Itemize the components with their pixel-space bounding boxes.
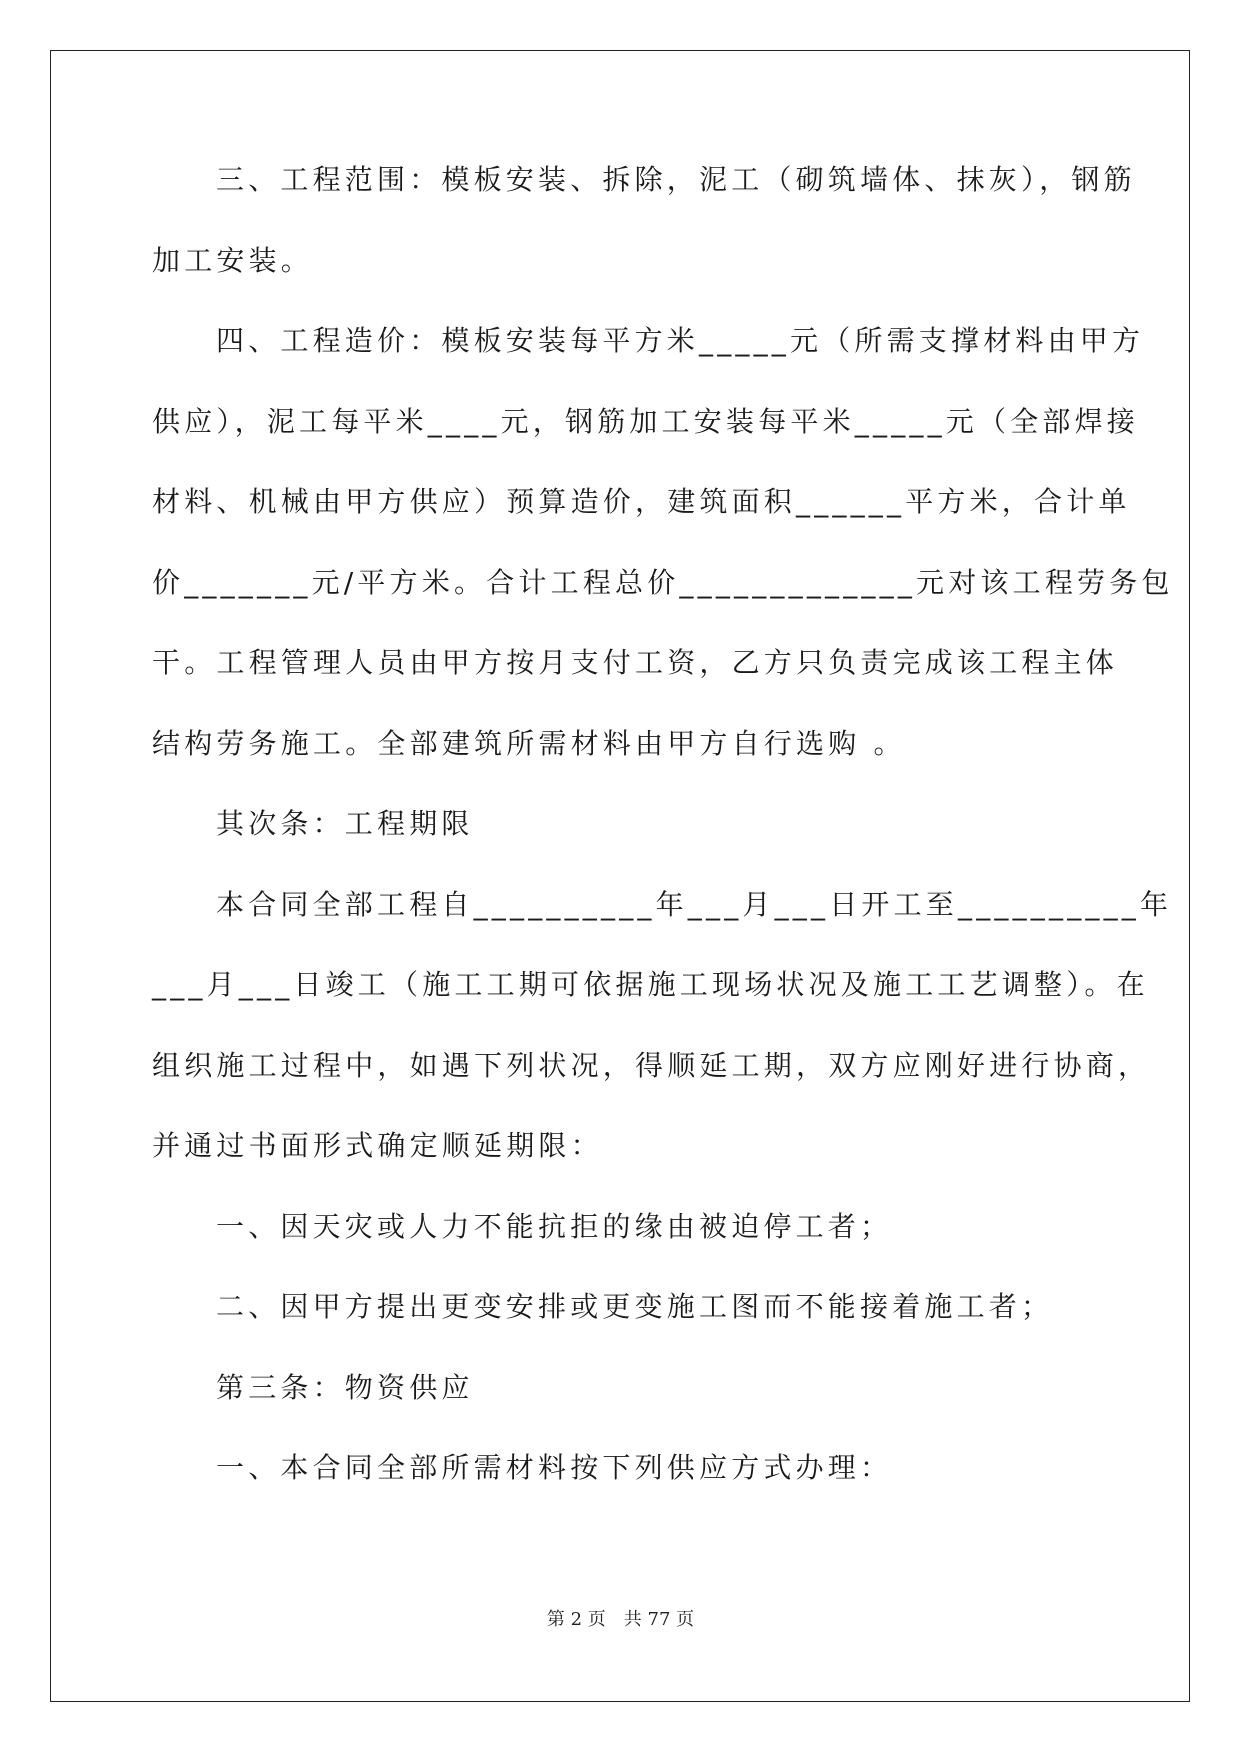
paragraph-line: 供应），泥工每平米____元，钢筋加工安装每平米_____元（全部焊接 <box>152 404 1140 438</box>
paragraph-line: 三、工程范围：模板安装、拆除，泥工（砌筑墙体、抹灰），钢筋 <box>216 163 1136 196</box>
paragraph-line: 干。工程管理人员由甲方按月支付工资，乙方只负责完成该工程主体 <box>152 646 1119 679</box>
page-number: 第 2 页 共 77 页 <box>546 1609 695 1630</box>
list-item: 二、因甲方提出更变安排或更变施工图而不能接着施工者； <box>216 1290 1054 1323</box>
paragraph-line: ___月___日竣工（施工工期可依据施工现场状况及施工工艺调整）。在 <box>152 968 1149 1001</box>
section-heading: 其次条：工程期限 <box>216 807 474 840</box>
paragraph-line: 价_______元/平方米。合计工程总价_____________元对该工程劳务包 <box>152 565 1174 599</box>
list-item: 一、本合同全部所需材料按下列供应方式办理： <box>216 1451 893 1484</box>
paragraph-line: 并通过书面形式确定顺延期限： <box>152 1129 603 1162</box>
paragraph-line: 结构劳务施工。全部建筑所需材料由甲方自行选购 。 <box>152 726 906 760</box>
paragraph-line: 加工安装。 <box>152 243 314 277</box>
section-heading: 第三条：物资供应 <box>216 1370 474 1404</box>
document-body <box>152 160 1174 1529</box>
paragraph-line: 组织施工过程中，如遇下列状况，得顺延工期，双方应刚好进行协商， <box>152 1048 1151 1082</box>
paragraph-line: 材料、机械由甲方供应）预算造价，建筑面积______平方米，合计单 <box>152 485 1131 518</box>
list-item: 一、因天灾或人力不能抗拒的缘由被迫停工者； <box>216 1209 893 1243</box>
paragraph-line: 本合同全部工程自__________年___月___日开工至__________年 <box>216 887 1173 921</box>
paragraph-line: 四、工程造价：模板安装每平方米_____元（所需支撑材料由甲方 <box>216 324 1145 357</box>
